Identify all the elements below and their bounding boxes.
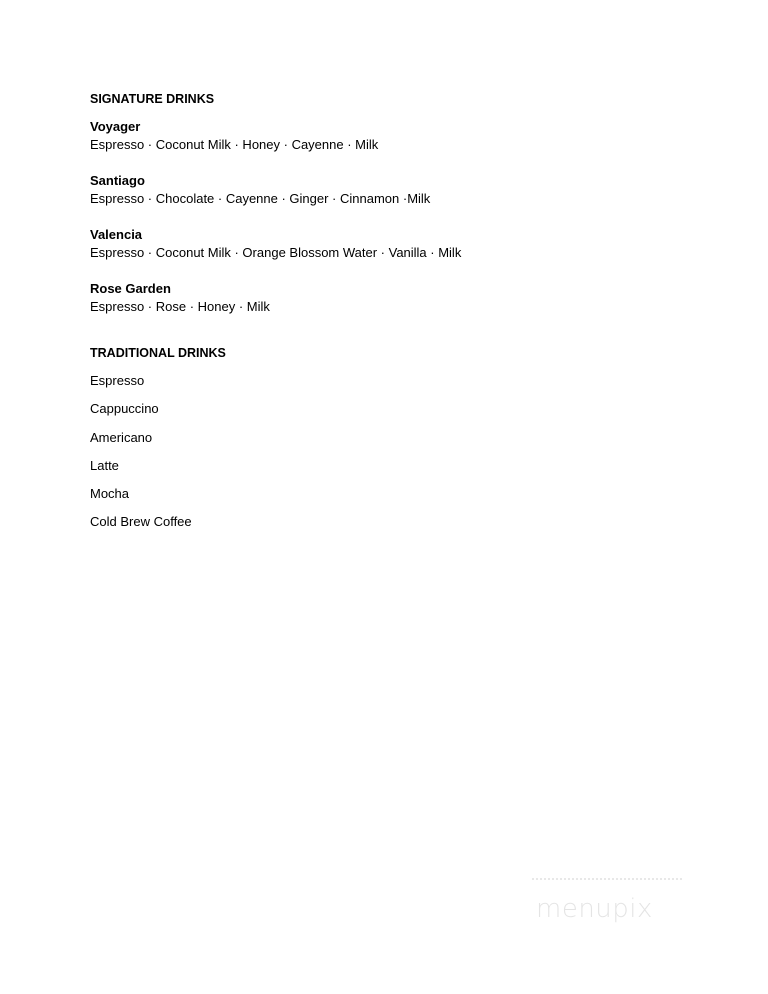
list-item: Cold Brew Coffee	[90, 514, 192, 530]
drink-name: Rose Garden	[90, 281, 171, 296]
traditional-drinks-list	[90, 372, 690, 531]
watermark-decoration	[532, 878, 682, 886]
list-item: Mocha	[90, 486, 130, 502]
list-item: Americano	[90, 429, 153, 445]
drink-name: Santiago	[90, 173, 145, 188]
drink-santiago	[90, 172, 690, 208]
menu-page	[90, 90, 690, 542]
drink-ingredients: Espresso · Coconut Milk · Orange Blossom Water · Vanilla · Milk	[90, 245, 462, 260]
drink-ingredients: Espresso · Rose · Honey · Milk	[90, 299, 270, 314]
drink-voyager	[90, 118, 690, 154]
list-item: Cappuccino	[90, 401, 159, 417]
drink-name: Valencia	[90, 227, 143, 242]
traditional-drinks-heading: TRADITIONAL DRINKS	[90, 346, 226, 360]
drink-valencia	[90, 226, 690, 262]
drink-name: Voyager	[90, 119, 141, 134]
list-item: Espresso	[90, 373, 145, 388]
drink-ingredients: Espresso · Chocolate · Cayenne · Ginger · Cinnamon ·Milk	[90, 191, 431, 206]
signature-drinks-list	[90, 118, 690, 316]
signature-drinks-heading: SIGNATURE DRINKS	[90, 92, 215, 106]
menupix-watermark	[528, 876, 688, 936]
drink-ingredients: Espresso · Coconut Milk · Honey · Cayenne · Milk	[90, 137, 379, 152]
drink-rose-garden	[90, 280, 690, 316]
watermark-logo: menupix	[536, 894, 653, 924]
list-item: Latte	[90, 457, 119, 473]
